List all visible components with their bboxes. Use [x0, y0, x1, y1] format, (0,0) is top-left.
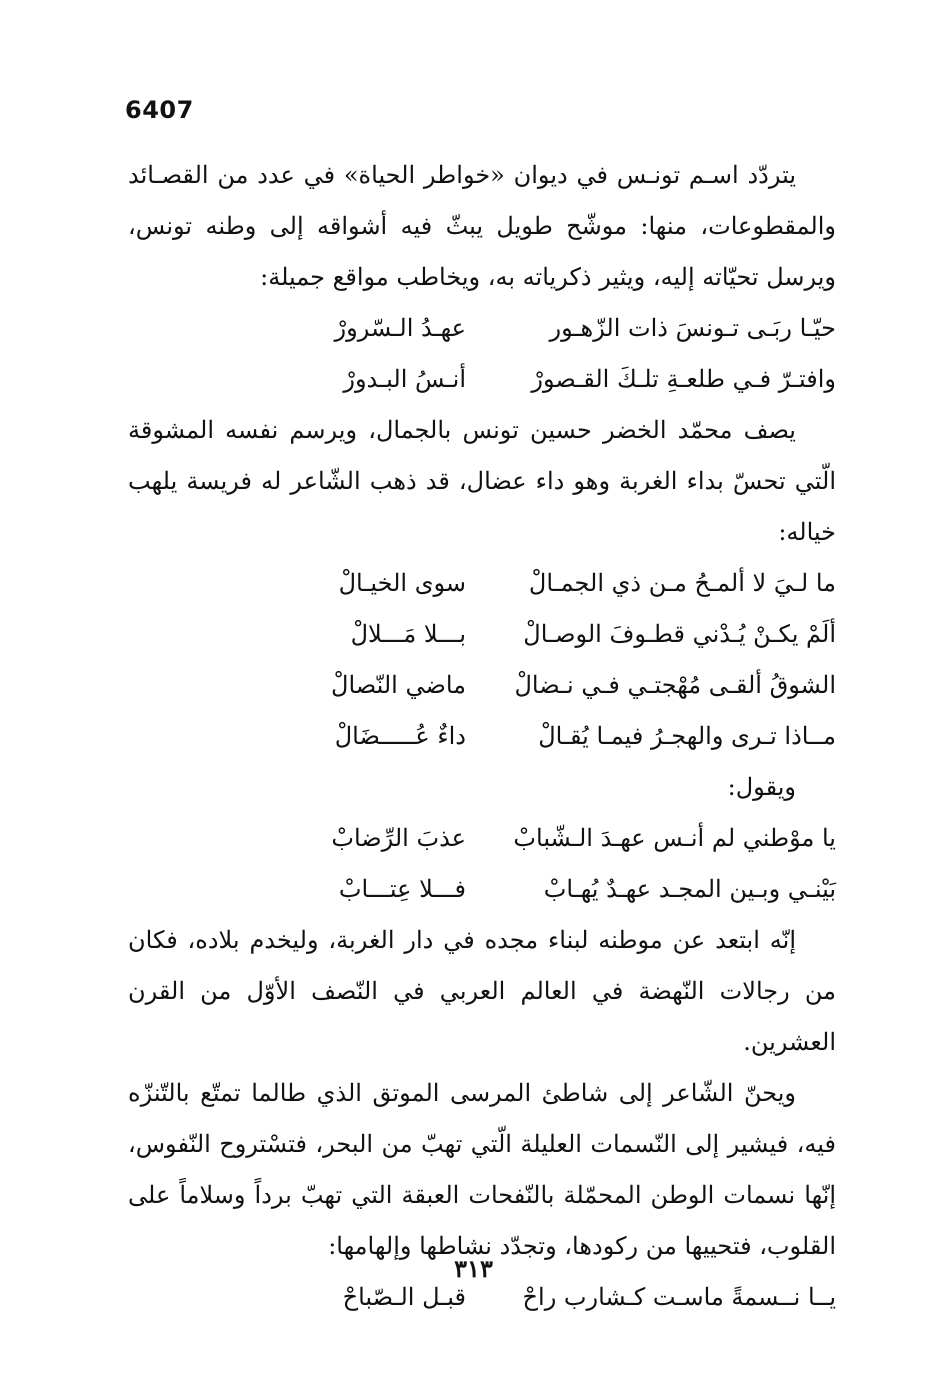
poem-homeland [128, 813, 836, 915]
verse-first-hemistich: ألَمْ يكـنْ يُـدْني قطـوفَ الوصـالْ [523, 620, 836, 648]
intro-paragraph: يتردّد اسـم تونـس في ديوان «خواطر الحياة» في عدد من القصـائد والمقطوعات، منها: موشّح طويل يبثّ فيه أشواقه إلى وطنه تونس، ويرسل تحيّاته إليه، ويثير ذكرياته به، ويخاطب مواقع جميلة: [128, 161, 836, 291]
verse-second-hemistich: أنـسُ البـدورْ [343, 365, 466, 393]
verse-first-hemistich: الشوقُ ألقـى مُهْجتـي فـي نـضالْ [514, 671, 836, 699]
poem-tunis [128, 303, 836, 405]
verse-second-hemistich: سوى الخيـالْ [338, 569, 466, 597]
verse-second-hemistich: داءٌ عُـــــضَالْ [334, 722, 466, 750]
verse-second-hemistich: بـــلا مَـــلالْ [350, 620, 466, 648]
page-body [128, 150, 836, 1323]
verse-first-hemistich: حيّـا ربَـى تـونسَ ذات الزّهـور [549, 314, 836, 342]
verse-second-hemistich: قبـل الـصّباحْ [342, 1283, 466, 1311]
verse-first-hemistich: يــا نــسمةً ماسـت كـشارب راحْ [522, 1283, 836, 1311]
marsa-paragraph: ويحنّ الشّاعر إلى شاطئ المرسى الموتق الذي طالما تمتّع بالتّنزّه فيه، فيشير إلى النّسمات العليلة الّتي تهبّ من البحر، فتسْتروح النّفوس، إنّها نسمات الوطن المحمّلة بالنّفحات العبقة التي تهبّ برداً وسلاماً على القلوب، فتحييها من ركودها، وتجدّد نشاطها وإلهامها: [128, 1079, 836, 1260]
verse-first-hemistich: وافتـرّ فـي طلعـةِ تلـكَ القـصورْ [531, 365, 836, 393]
and-he-says-label: ويقول: [727, 773, 796, 801]
verse-first-hemistich: مــاذا تـرى والهجـرُ فيمـا يُقـالْ [538, 722, 836, 750]
verse-second-hemistich: عهـدُ الـسّرورْ [334, 314, 466, 342]
verse-line [128, 813, 836, 864]
poem-longing [128, 558, 836, 762]
description-paragraph: يصف محمّد الخضر حسين تونس بالجمال، ويرسم نفسه المشوقة الّتي تحسّ بداء الغربة وهو داء عضال، قد ذهب الشّاعر له فريسة يلهب خياله: [128, 416, 836, 546]
verse-line [128, 303, 836, 354]
verse-second-hemistich: عذبَ الرِّضابْ [331, 824, 466, 852]
verse-line [128, 354, 836, 405]
verse-second-hemistich: فـــلا عِتـــابْ [338, 875, 466, 903]
page-number: ٣١٣ [454, 1254, 493, 1283]
verse-line [128, 711, 836, 762]
verse-first-hemistich: ما لـيَ لا ألمـحُ مـن ذي الجمـالْ [528, 569, 836, 597]
verse-first-hemistich: بَيْنـي وبـين المجـد عهـدٌ يُهـابْ [543, 875, 836, 903]
verse-line [128, 660, 836, 711]
page-id-stamp: 6407 [125, 96, 194, 124]
verse-second-hemistich: ماضي النّصالْ [331, 671, 466, 699]
verse-line [128, 609, 836, 660]
verse-line [128, 558, 836, 609]
exile-paragraph: إنّه ابتعد عن موطنه لبناء مجده في دار الغربة، وليخدم بلاده، فكان من رجالات النّهضة في العالم العربي في النّصف الأوّل من القرن العشرين. [128, 926, 836, 1056]
verse-line [128, 864, 836, 915]
verse-first-hemistich: يا موْطني لم أنـس عهـدَ الـشّبابْ [513, 824, 836, 852]
